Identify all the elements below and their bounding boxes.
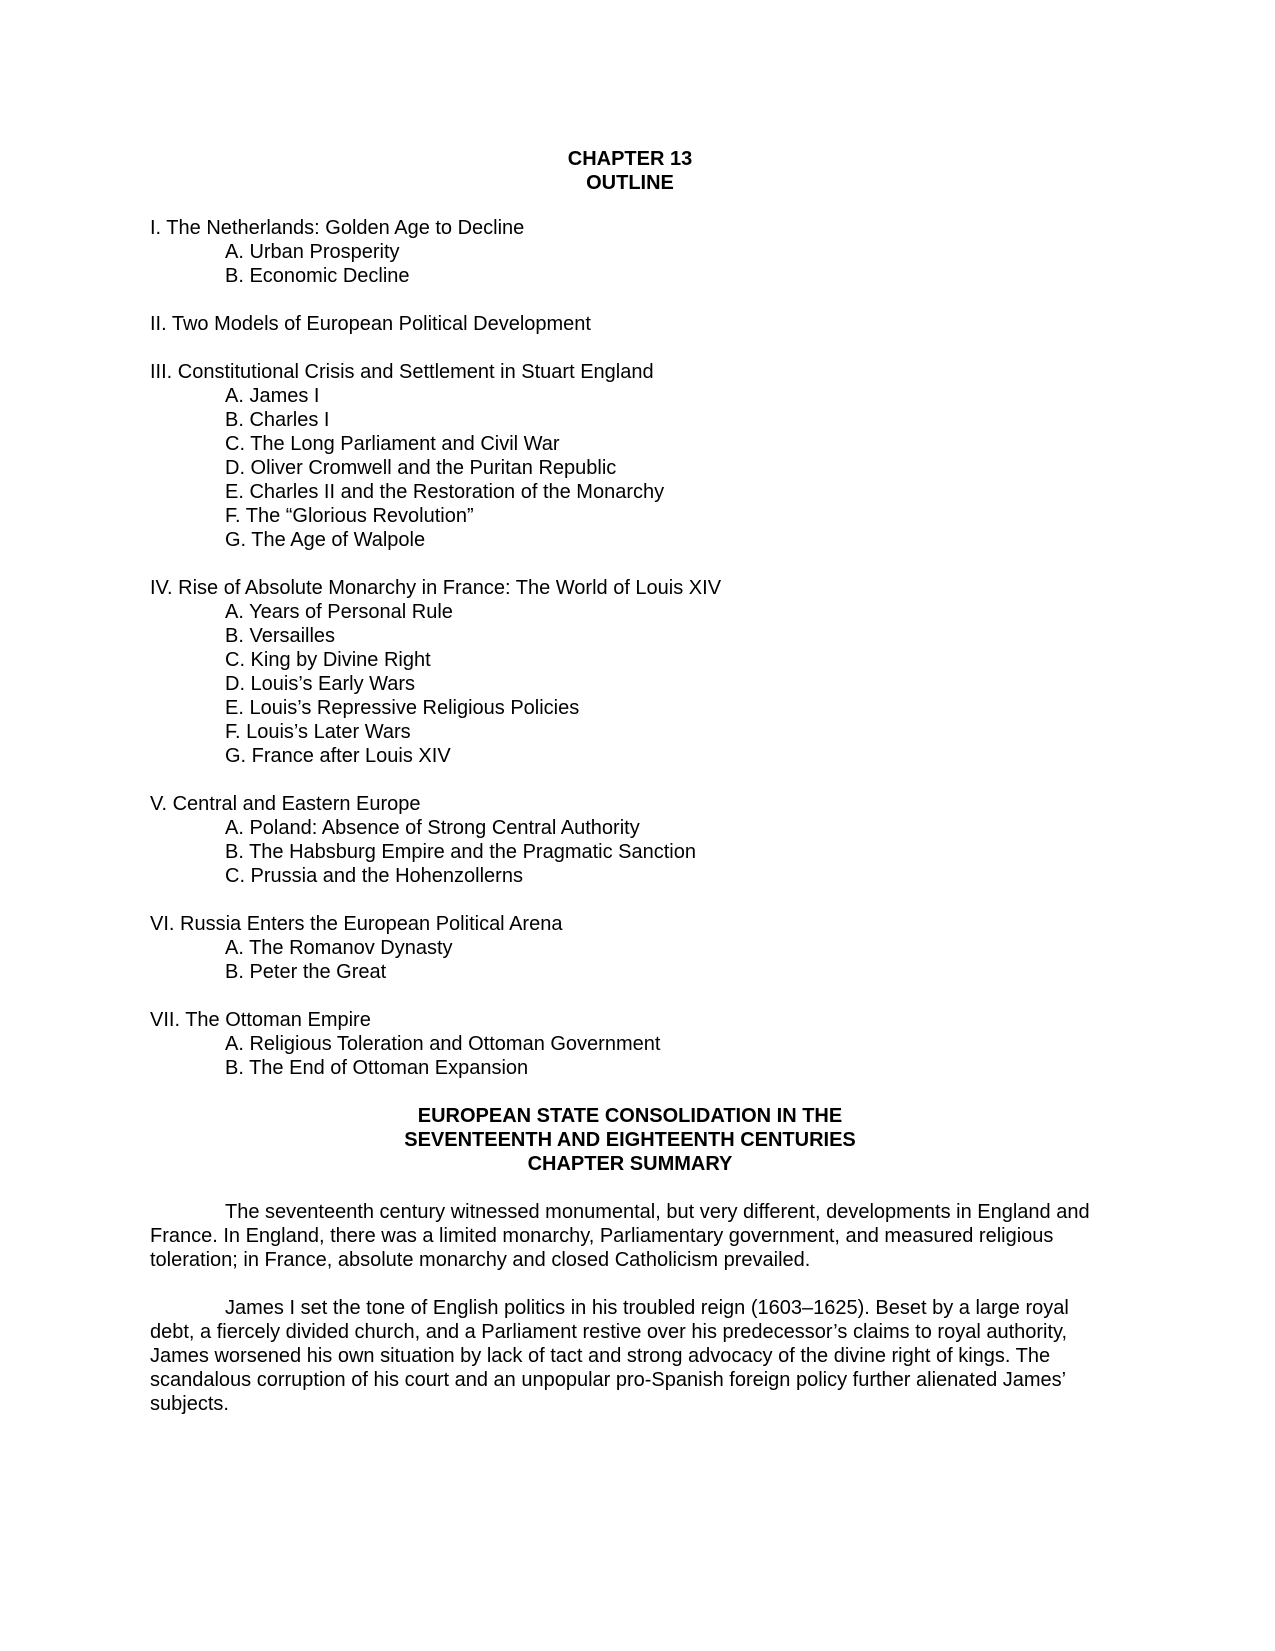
chapter-number: CHAPTER 13 [567,148,693,170]
outline-sub-item: B. The Habsburg Empire and the Pragmatic Sanction [225,841,696,863]
outline-sub-item: A. Urban Prosperity [225,241,400,263]
outline-sub-item: A. Religious Toleration and Ottoman Government [225,1033,661,1055]
outline-section-title: I. The Netherlands: Golden Age to Decline [150,217,525,239]
outline-sub-item: C. King by Divine Right [225,649,431,671]
chapter-heading [150,147,1110,195]
outline-sub-item: F. The “Glorious Revolution” [225,505,474,527]
outline-sub-item: B. The End of Ottoman Expansion [225,1057,529,1079]
outline-section-title: IV. Rise of Absolute Monarchy in France: The World of Louis XIV [150,577,722,599]
outline-section [150,360,1110,552]
outline-sub-item: B. Peter the Great [225,961,387,983]
outline-sub-item: B. Charles I [225,409,330,431]
outline-sub-item: C. Prussia and the Hohenzollerns [225,865,523,887]
outline-sub-item: E. Charles II and the Restoration of the Monarchy [225,481,665,503]
summary-heading-line-3: CHAPTER SUMMARY [527,1153,733,1175]
outline-sub-item: D. Louis’s Early Wars [225,673,416,695]
summary-paragraph: The seventeenth century witnessed monumental, but very different, developments in England and France. In England, there was a limited monarchy, Parliamentary government, and measured religious toleration; in France, absolute monarchy and closed Catholicism prevailed. [150,1201,1090,1271]
outline-section [150,912,1110,984]
summary-heading [150,1104,1110,1176]
outline-sub-item: B. Economic Decline [225,265,410,287]
summary-paragraph: James I set the tone of English politics in his troubled reign (1603–1625). Beset by a large royal debt, a fiercely divided church, and a Parliament restive over his predecessor’s claims to royal authority, James worsened his own situation by lack of tact and strong advocacy of the divine right of kings. The scandalous corruption of his court and an unpopular pro-Spanish foreign policy further alienated James’ subjects. [150,1297,1069,1415]
outline-section-title: VI. Russia Enters the European Political Arena [150,913,563,935]
outline-sub-item: E. Louis’s Repressive Religious Policies [225,697,580,719]
outline-sub-item: D. Oliver Cromwell and the Puritan Republic [225,457,617,479]
chapter-outline [150,216,1110,1080]
outline-section [150,792,1110,888]
summary-heading-line-1: EUROPEAN STATE CONSOLIDATION IN THE [417,1105,843,1127]
outline-sub-item: G. France after Louis XIV [225,745,451,767]
outline-section-title: II. Two Models of European Political Development [150,313,591,335]
outline-sub-item: G. The Age of Walpole [225,529,426,551]
outline-section-title: V. Central and Eastern Europe [150,793,421,815]
outline-sub-item: A. Poland: Absence of Strong Central Authority [225,817,640,839]
outline-section [150,576,1110,768]
outline-section [150,312,1110,336]
outline-sub-item: A. The Romanov Dynasty [225,937,453,959]
outline-sub-item: C. The Long Parliament and Civil War [225,433,560,455]
outline-section-title: VII. The Ottoman Empire [150,1009,371,1031]
outline-sub-item: B. Versailles [225,625,336,647]
outline-section [150,216,1110,288]
outline-sub-item: F. Louis’s Later Wars [225,721,411,743]
outline-sub-item: A. James I [225,385,320,407]
document-page [150,147,1110,1440]
outline-section [150,1008,1110,1080]
summary-heading-line-2: SEVENTEENTH AND EIGHTEENTH CENTURIES [404,1129,856,1151]
chapter-summary [150,1200,1110,1416]
outline-section-title: III. Constitutional Crisis and Settlement in Stuart England [150,361,654,383]
outline-sub-item: A. Years of Personal Rule [225,601,453,623]
outline-title: OUTLINE [586,172,674,194]
